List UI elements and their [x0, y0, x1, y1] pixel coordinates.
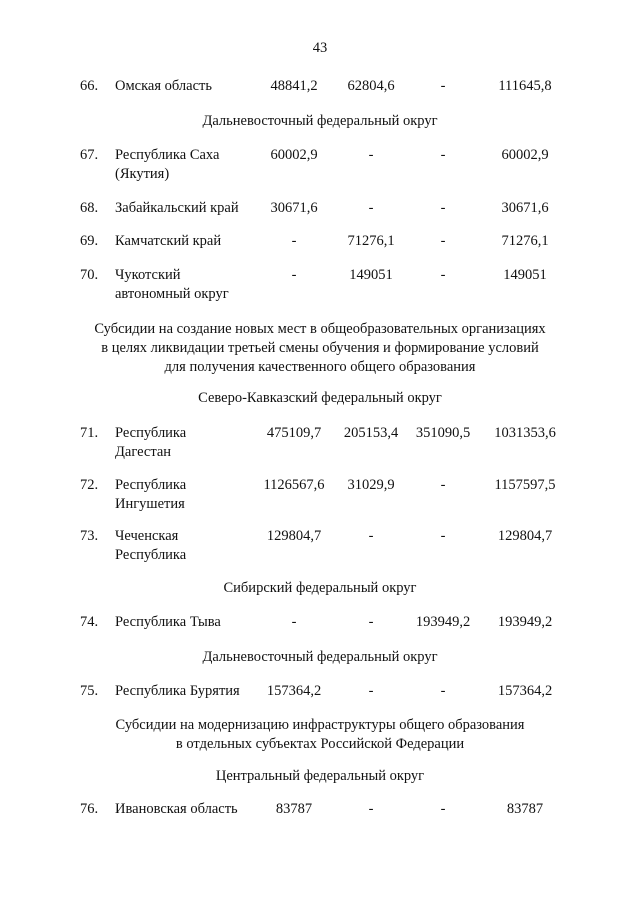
row-number: 69.	[80, 233, 99, 249]
region-name: Ивановская область	[115, 801, 238, 817]
value-column-3: -	[440, 78, 446, 94]
value-column-1: 60002,9	[270, 147, 318, 163]
table-row	[0, 77, 640, 117]
value-column-2: 149051	[349, 267, 393, 283]
value-column-1: 48841,2	[270, 78, 318, 94]
value-column-3: -	[440, 200, 446, 216]
value-column-2: 31029,9	[347, 477, 395, 493]
region-name-line-2: Ингушетия	[115, 496, 185, 512]
region-name: Республика	[115, 425, 187, 441]
section-heading	[60, 320, 580, 377]
heading-line: в целях ликвидации третьей смены обучения и формирование условий	[101, 340, 539, 356]
value-total: 1157597,5	[494, 477, 556, 493]
value-total: 157364,2	[497, 683, 553, 699]
table-row	[0, 800, 640, 840]
row-number: 75.	[80, 683, 99, 699]
region-name-line-2: Дагестан	[115, 444, 172, 460]
value-column-2: -	[368, 801, 374, 817]
table-row	[0, 424, 640, 464]
value-column-1: 83787	[275, 801, 313, 817]
value-column-1: 475109,7	[266, 425, 322, 441]
value-column-1: -	[291, 233, 297, 249]
value-total: 71276,1	[501, 233, 549, 249]
value-column-1: -	[291, 267, 297, 283]
region-name-line-2: (Якутия)	[115, 166, 170, 182]
value-total: 129804,7	[497, 528, 553, 544]
row-number: 67.	[80, 147, 99, 163]
value-column-1: 1126567,6	[263, 477, 325, 493]
value-total: 193949,2	[497, 614, 553, 630]
value-column-1: -	[291, 614, 297, 630]
value-column-3: -	[440, 233, 446, 249]
heading-line: в отдельных субъектах Российской Федерации	[175, 736, 465, 752]
region-name: Забайкальский край	[115, 200, 239, 216]
value-column-2: -	[368, 147, 374, 163]
value-column-1: 129804,7	[266, 528, 322, 544]
region-name: Республика	[115, 477, 187, 493]
section-heading: Северо-Кавказский федеральный округ	[198, 390, 442, 406]
region-name: Республика Саха	[115, 147, 220, 163]
region-name: Омская область	[115, 78, 212, 94]
table-row	[0, 613, 640, 653]
heading-line: Субсидии на модернизацию инфраструктуры общего образования	[115, 717, 525, 733]
value-column-3: 193949,2	[415, 614, 471, 630]
row-number: 74.	[80, 614, 99, 630]
row-number: 72.	[80, 477, 99, 493]
row-number: 71.	[80, 425, 99, 441]
value-column-1: 30671,6	[270, 200, 318, 216]
value-column-2: -	[368, 614, 374, 630]
page-number: 43	[312, 40, 328, 56]
region-name: Чеченская	[115, 528, 179, 544]
value-total: 111645,8	[498, 78, 552, 94]
value-column-3: -	[440, 801, 446, 817]
value-column-2: -	[368, 200, 374, 216]
value-column-2: 205153,4	[343, 425, 399, 441]
value-total: 83787	[506, 801, 544, 817]
region-name-line-2: Республика	[115, 547, 187, 563]
section-heading: Дальневосточный федеральный округ	[202, 649, 438, 665]
region-name: Чукотский	[115, 267, 181, 283]
region-name: Республика Тыва	[115, 614, 221, 630]
value-total: 30671,6	[501, 200, 549, 216]
value-column-3: -	[440, 477, 446, 493]
heading-line: Субсидии на создание новых мест в общеобразовательных организациях	[94, 321, 546, 337]
row-number: 73.	[80, 528, 99, 544]
table-row	[0, 146, 640, 186]
value-column-1: 157364,2	[266, 683, 322, 699]
region-name-line-2: автономный округ	[115, 286, 229, 302]
row-number: 66.	[80, 78, 99, 94]
region-name: Камчатский край	[115, 233, 222, 249]
value-column-3: 351090,5	[415, 425, 471, 441]
value-total: 1031353,6	[494, 425, 556, 441]
value-column-2: 71276,1	[347, 233, 395, 249]
row-number: 76.	[80, 801, 99, 817]
table-row	[0, 527, 640, 567]
section-heading	[60, 716, 580, 754]
section-heading: Сибирский федеральный округ	[223, 580, 417, 596]
value-column-3: -	[440, 528, 446, 544]
value-column-3: -	[440, 147, 446, 163]
value-column-2: 62804,6	[347, 78, 395, 94]
value-total: 60002,9	[501, 147, 549, 163]
region-name: Республика Бурятия	[115, 683, 240, 699]
table-row	[0, 476, 640, 516]
value-column-3: -	[440, 683, 446, 699]
table-row	[0, 266, 640, 306]
value-column-2: -	[368, 528, 374, 544]
section-heading: Дальневосточный федеральный округ	[202, 113, 438, 129]
row-number: 68.	[80, 200, 99, 216]
value-column-3: -	[440, 267, 446, 283]
heading-line: для получения качественного общего образования	[164, 359, 476, 375]
value-column-2: -	[368, 683, 374, 699]
value-total: 149051	[503, 267, 547, 283]
row-number: 70.	[80, 267, 99, 283]
section-heading: Центральный федеральный округ	[215, 768, 425, 784]
